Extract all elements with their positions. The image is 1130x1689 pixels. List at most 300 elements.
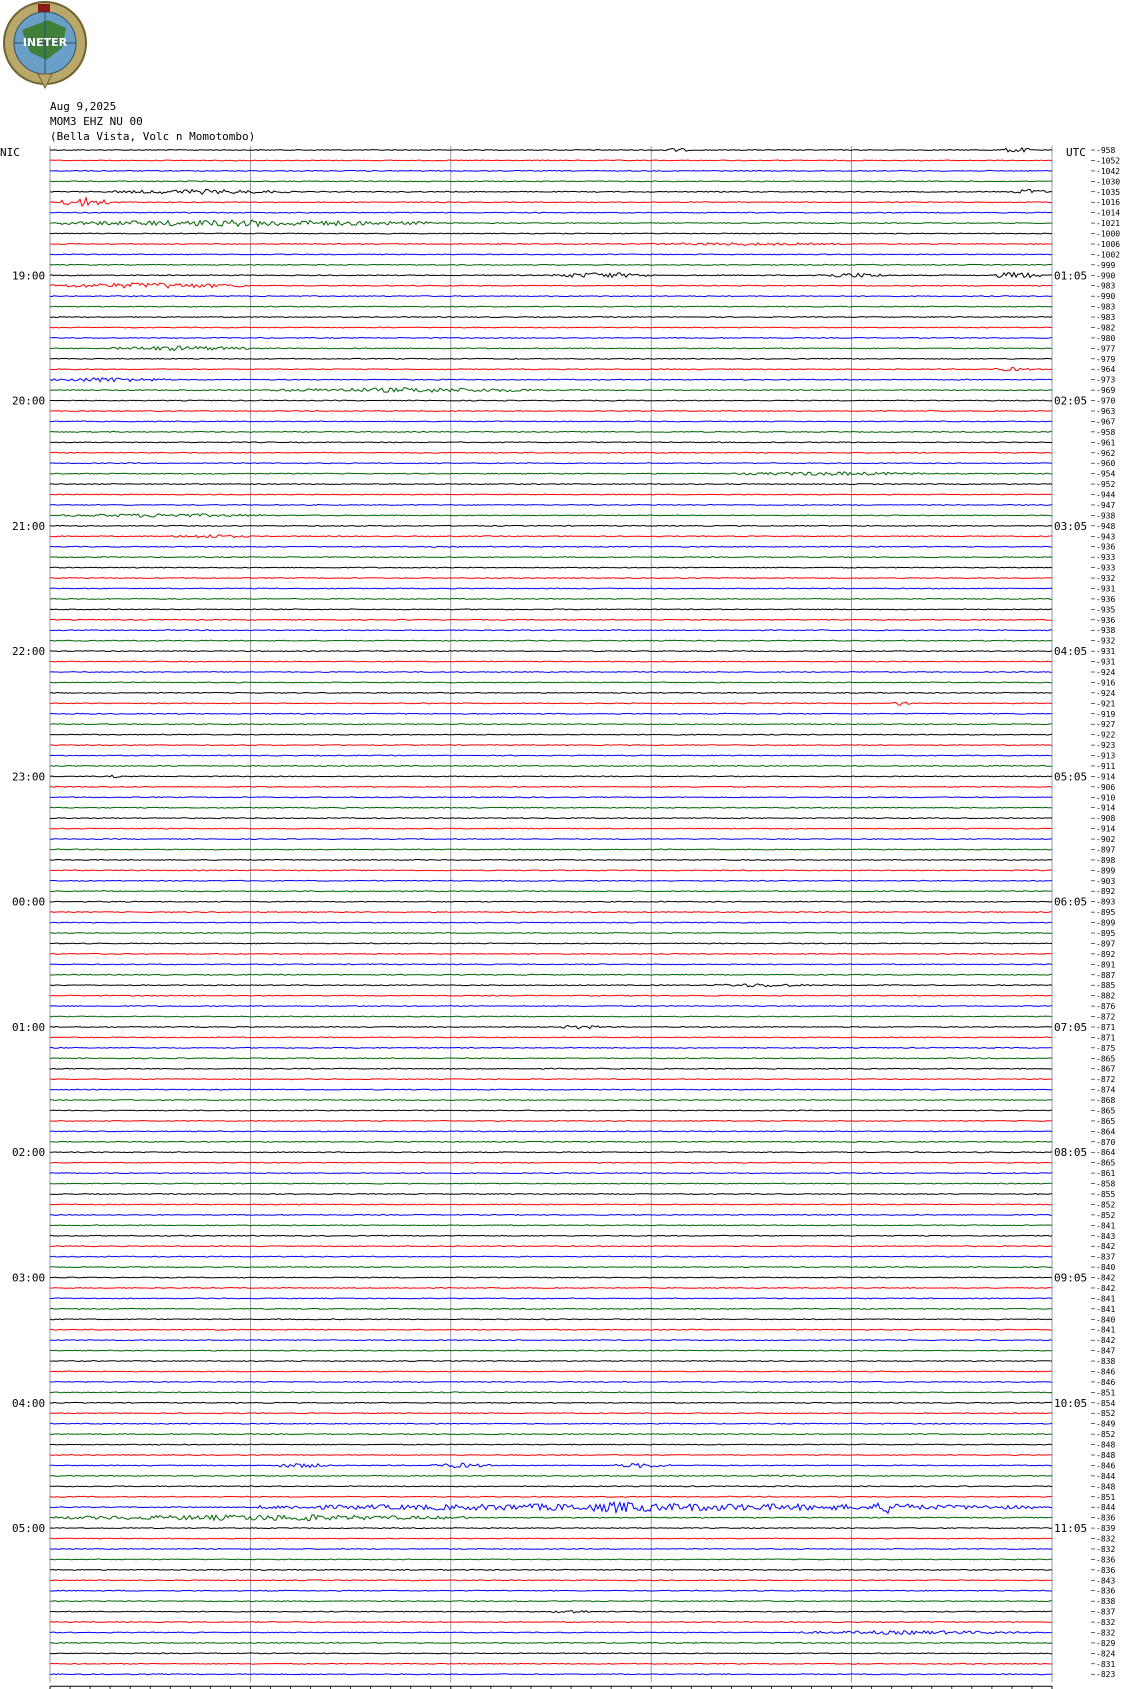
trace-offset-label: -914 (1096, 803, 1116, 813)
trace-offset-label: -848 (1096, 1440, 1116, 1450)
trace-offset-label: -892 (1096, 887, 1116, 897)
trace-offset-label: -895 (1096, 929, 1116, 938)
trace-offset-label: -839 (1096, 1524, 1116, 1534)
trace-offset-label: -841 (1096, 1304, 1116, 1314)
seismic-trace (50, 181, 1052, 182)
seismic-trace (50, 912, 1052, 913)
left-timezone-label: NIC (0, 146, 20, 159)
seismic-trace (50, 734, 1052, 735)
trace-offset-label: -865 (1096, 1106, 1116, 1116)
utc-hour-label: 02:05 (1054, 394, 1088, 408)
trace-offset-label: -936 (1096, 542, 1116, 552)
seismic-trace (50, 535, 1052, 538)
seismic-trace (50, 870, 1052, 871)
trace-offset-label: -964 (1096, 365, 1116, 375)
seismic-trace (50, 411, 1052, 412)
trace-offset-label: -935 (1096, 605, 1116, 615)
trace-offset-label: -865 (1096, 1054, 1116, 1064)
utc-hour-label: 05:05 (1054, 770, 1088, 784)
seismic-trace (50, 1643, 1052, 1644)
seismic-trace (50, 546, 1052, 547)
trace-offset-label: -906 (1096, 782, 1116, 792)
seismic-trace (50, 296, 1052, 297)
seismic-trace (50, 567, 1052, 568)
logo-text: INETER (22, 36, 68, 49)
seismic-trace (50, 1413, 1052, 1414)
seismic-trace (50, 1194, 1052, 1195)
trace-offset-label: -962 (1096, 448, 1116, 458)
trace-offset-label: -931 (1096, 647, 1116, 657)
seismic-trace (50, 818, 1052, 819)
trace-offset-label: -848 (1096, 1482, 1116, 1492)
trace-offset-label: -908 (1096, 814, 1116, 824)
seismic-trace (50, 525, 1052, 526)
trace-offset-label: -874 (1096, 1085, 1116, 1095)
seismic-trace (50, 1549, 1052, 1550)
seismic-trace (50, 1402, 1052, 1403)
trace-offset-label: -1030 (1096, 177, 1121, 187)
seismic-trace (50, 264, 1052, 265)
trace-offset-label: -944 (1096, 490, 1116, 500)
seismic-trace (50, 880, 1052, 881)
seismic-trace (50, 1152, 1052, 1153)
seismic-trace (50, 1319, 1052, 1320)
trace-offset-label: -919 (1096, 709, 1116, 719)
trace-offset-label: -846 (1096, 1377, 1116, 1387)
trace-offset-label: -865 (1096, 1158, 1116, 1168)
trace-offset-label: -861 (1096, 1169, 1116, 1179)
trace-offset-label: -841 (1096, 1325, 1116, 1335)
trace-offset-label: -932 (1096, 574, 1116, 584)
trace-offset-label: -916 (1096, 678, 1116, 688)
trace-offset-label: -882 (1096, 991, 1116, 1001)
trace-offset-label: -902 (1096, 835, 1116, 845)
seismic-trace (50, 421, 1052, 422)
trace-offset-label: -843 (1096, 1231, 1116, 1241)
station-label: MOM3 EHZ NU 00 (50, 115, 143, 128)
seismic-trace (50, 745, 1052, 746)
seismic-trace (50, 1089, 1052, 1090)
seismic-trace (50, 283, 1052, 288)
utc-hour-label: 07:05 (1054, 1020, 1088, 1034)
trace-offset-label: -832 (1096, 1544, 1116, 1554)
seismic-trace (50, 682, 1052, 683)
seismic-trace (50, 1214, 1052, 1215)
seismic-trace (50, 1047, 1052, 1048)
seismic-trace (50, 160, 1052, 161)
seismic-trace (50, 505, 1052, 506)
seismic-trace (50, 640, 1052, 641)
seismic-trace (50, 472, 1052, 476)
trace-offset-label: -893 (1096, 897, 1116, 907)
utc-hour-label: 11:05 (1054, 1522, 1088, 1536)
location-label: (Bella Vista, Volc n Momotombo) (50, 130, 256, 143)
trace-offset-label: -851 (1096, 1492, 1116, 1502)
seismic-trace (50, 1204, 1052, 1205)
seismic-trace (50, 1350, 1052, 1351)
trace-offset-label: -872 (1096, 1075, 1116, 1085)
trace-offset-label: -823 (1096, 1670, 1116, 1680)
seismic-trace (50, 724, 1052, 725)
seismic-trace (50, 1486, 1052, 1487)
utc-hour-label: 08:05 (1054, 1146, 1088, 1160)
trace-offset-label: -847 (1096, 1346, 1116, 1356)
trace-offset-label: -923 (1096, 741, 1116, 751)
trace-offset-label: -846 (1096, 1367, 1116, 1377)
trace-offset-label: -983 (1096, 302, 1116, 312)
seismic-trace (50, 1382, 1052, 1383)
trace-offset-label: -970 (1096, 396, 1116, 406)
trace-offset-label: -871 (1096, 1022, 1116, 1032)
trace-offset-label: -842 (1096, 1273, 1116, 1283)
seismic-trace (50, 233, 1052, 234)
seismic-trace (50, 1068, 1052, 1069)
seismic-trace (50, 609, 1052, 610)
seismic-trace (50, 338, 1052, 339)
seismic-trace (50, 212, 1052, 213)
trace-offset-label: -933 (1096, 553, 1116, 563)
seismic-trace (50, 1423, 1052, 1424)
seismic-trace (50, 254, 1052, 255)
seismic-trace (50, 1079, 1052, 1080)
trace-offset-label: -829 (1096, 1638, 1116, 1648)
seismic-trace (50, 442, 1052, 443)
seismic-trace (50, 1121, 1052, 1122)
seismic-trace (50, 358, 1052, 359)
utc-hour-label: 03:05 (1054, 519, 1088, 533)
trace-offset-label: -999 (1096, 260, 1116, 270)
seismic-trace (50, 1502, 1052, 1513)
trace-offset-label: -852 (1096, 1430, 1116, 1440)
trace-offset-label: -958 (1096, 427, 1116, 437)
seismic-trace (50, 1559, 1052, 1560)
trace-offset-label: -841 (1096, 1221, 1116, 1231)
trace-offset-label: -954 (1096, 469, 1116, 479)
trace-offset-label: -938 (1096, 626, 1116, 636)
seismic-trace (50, 1538, 1052, 1539)
trace-offset-label: -936 (1096, 615, 1116, 625)
trace-offset-label: -969 (1096, 386, 1116, 396)
seismic-trace (50, 651, 1052, 652)
trace-offset-label: -854 (1096, 1398, 1116, 1408)
seismic-trace (50, 1361, 1052, 1362)
trace-offset-label: -982 (1096, 323, 1116, 333)
seismic-trace (50, 1288, 1052, 1289)
trace-offset-label: -943 (1096, 532, 1116, 542)
trace-offset-label: -842 (1096, 1336, 1116, 1346)
nic-hour-label: 21:00 (12, 519, 46, 533)
trace-offset-label: -973 (1096, 375, 1116, 385)
seismic-trace (50, 452, 1052, 453)
trace-offset-label: -960 (1096, 459, 1116, 469)
trace-offset-label: -841 (1096, 1294, 1116, 1304)
trace-offset-label: -831 (1096, 1659, 1116, 1669)
seismic-trace (50, 463, 1052, 464)
seismic-trace (50, 494, 1052, 495)
seismic-trace (50, 1340, 1052, 1341)
seismic-trace (50, 1141, 1052, 1142)
seismic-trace (50, 388, 1052, 392)
seismic-trace (50, 220, 1052, 226)
seismic-trace (50, 933, 1052, 934)
trace-offset-label: -864 (1096, 1148, 1116, 1158)
trace-offset-label: -844 (1096, 1503, 1116, 1513)
seismic-trace (50, 578, 1052, 579)
seismic-trace (50, 755, 1052, 756)
seismic-trace (50, 1006, 1052, 1007)
trace-offset-label: -967 (1096, 417, 1116, 427)
seismic-trace (50, 901, 1052, 902)
seismic-trace (50, 713, 1052, 714)
trace-offset-label: -875 (1096, 1043, 1116, 1053)
trace-offset-label: -1042 (1096, 166, 1121, 176)
utc-hour-label: 06:05 (1054, 895, 1088, 909)
seismic-trace (50, 514, 1052, 517)
trace-offset-label: -892 (1096, 949, 1116, 959)
trace-offset-label: -898 (1096, 855, 1116, 865)
trace-offset-label: -990 (1096, 271, 1116, 281)
seismic-trace (50, 1173, 1052, 1174)
trace-offset-label: -872 (1096, 1012, 1116, 1022)
seismic-trace (50, 1277, 1052, 1278)
trace-offset-label: -910 (1096, 793, 1116, 803)
trace-offset-label: -958 (1096, 146, 1116, 155)
trace-offset-label: -836 (1096, 1565, 1116, 1575)
seismic-trace (50, 1601, 1052, 1602)
trace-offset-label: -832 (1096, 1534, 1116, 1544)
seismic-trace (50, 1100, 1052, 1101)
seismic-trace (50, 557, 1052, 558)
seismic-trace (50, 189, 1052, 194)
seismic-trace (50, 630, 1052, 631)
seismic-trace (50, 148, 1052, 152)
utc-hour-label: 01:05 (1054, 269, 1088, 283)
seismic-trace (50, 1622, 1052, 1623)
utc-hour-label: 04:05 (1054, 645, 1088, 659)
seismic-trace (50, 1455, 1052, 1456)
trace-offset-label: -840 (1096, 1315, 1116, 1325)
trace-offset-label: -927 (1096, 720, 1116, 730)
seismic-trace (50, 1235, 1052, 1236)
trace-offset-label: -868 (1096, 1096, 1116, 1106)
trace-offset-label: -924 (1096, 668, 1116, 677)
seismic-trace (50, 400, 1052, 401)
trace-offset-label: -885 (1096, 981, 1116, 991)
trace-offset-label: -897 (1096, 845, 1116, 855)
seismic-trace (50, 367, 1052, 370)
trace-offset-label: -852 (1096, 1210, 1116, 1220)
trace-offset-label: -911 (1096, 761, 1116, 771)
seismic-trace (50, 1329, 1052, 1330)
trace-offset-label: -870 (1096, 1137, 1116, 1147)
seismic-trace (50, 1434, 1052, 1435)
trace-offset-label: -867 (1096, 1064, 1116, 1074)
trace-offset-label: -938 (1096, 511, 1116, 521)
nic-hour-label: 05:00 (12, 1522, 46, 1536)
trace-offset-label: -840 (1096, 1263, 1116, 1273)
seismic-trace (50, 786, 1052, 787)
seismic-trace (50, 1131, 1052, 1132)
utc-hour-label: 09:05 (1054, 1271, 1088, 1285)
seismic-trace (50, 1025, 1052, 1029)
seismic-trace (50, 1444, 1052, 1445)
seismic-trace (50, 170, 1052, 171)
seismic-trace (50, 1496, 1052, 1497)
seismic-trace (50, 984, 1052, 987)
seismic-trace (50, 243, 1052, 246)
trace-offset-label: -865 (1096, 1116, 1116, 1126)
seismic-trace (50, 860, 1052, 861)
nic-hour-label: 19:00 (12, 269, 46, 283)
seismic-trace (50, 484, 1052, 485)
seismic-trace (50, 1590, 1052, 1591)
trace-offset-label: -851 (1096, 1388, 1116, 1398)
trace-offset-label: -1006 (1096, 239, 1121, 249)
trace-offset-label: -848 (1096, 1451, 1116, 1460)
seismic-trace (50, 922, 1052, 923)
seismic-trace (50, 1515, 1052, 1521)
seismic-trace (50, 964, 1052, 965)
seismic-trace (50, 797, 1052, 798)
seismic-trace (50, 692, 1052, 693)
nic-hour-label: 02:00 (12, 1146, 46, 1160)
seismic-trace (50, 1392, 1052, 1393)
trace-offset-label: -914 (1096, 824, 1116, 834)
trace-offset-label: -832 (1096, 1618, 1116, 1628)
seismic-trace (50, 327, 1052, 328)
seismic-trace (50, 1110, 1052, 1111)
seismic-trace (50, 891, 1052, 892)
trace-offset-label: -1014 (1096, 208, 1121, 218)
trace-offset-label: -903 (1096, 876, 1116, 886)
seismic-trace (50, 1663, 1052, 1664)
seismic-trace (50, 317, 1052, 318)
seismic-trace (50, 346, 1052, 351)
trace-offset-label: -891 (1096, 960, 1116, 970)
seismic-trace (50, 995, 1052, 996)
trace-offset-label: -899 (1096, 866, 1116, 876)
trace-offset-label: -936 (1096, 594, 1116, 604)
trace-offset-label: -843 (1096, 1576, 1116, 1586)
trace-offset-label: -838 (1096, 1357, 1116, 1367)
seismic-trace (50, 599, 1052, 600)
seismic-trace (50, 1298, 1052, 1299)
trace-offset-label: -899 (1096, 918, 1116, 928)
seismic-trace (50, 1653, 1052, 1654)
seismic-trace (50, 766, 1052, 767)
trace-offset-label: -895 (1096, 908, 1116, 918)
trace-offset-label: -931 (1096, 657, 1116, 667)
seismic-trace (50, 1267, 1052, 1268)
trace-offset-label: -1021 (1096, 219, 1121, 229)
trace-offset-label: -1016 (1096, 198, 1121, 208)
seismic-trace (50, 1611, 1052, 1614)
trace-offset-label: -837 (1096, 1607, 1116, 1617)
seismic-trace (50, 1225, 1052, 1226)
trace-offset-label: -961 (1096, 438, 1116, 448)
nic-hour-label: 23:00 (12, 770, 46, 784)
trace-offset-label: -842 (1096, 1283, 1116, 1293)
seismic-trace (50, 849, 1052, 850)
trace-offset-label: -980 (1096, 333, 1116, 343)
date-label: Aug 9,2025 (50, 100, 117, 113)
trace-offset-label: -921 (1096, 699, 1116, 709)
nic-hour-label: 01:00 (12, 1020, 46, 1034)
seismic-trace (50, 1475, 1052, 1477)
seismic-trace (50, 702, 1052, 705)
seismic-trace (50, 807, 1052, 808)
seismic-trace (50, 1256, 1052, 1257)
seismic-trace (50, 953, 1052, 954)
utc-hour-label: 10:05 (1054, 1396, 1088, 1410)
seismic-trace (50, 828, 1052, 829)
trace-offset-label: -846 (1096, 1461, 1116, 1471)
trace-offset-label: -871 (1096, 1033, 1116, 1043)
trace-offset-label: -824 (1096, 1649, 1116, 1659)
trace-offset-label: -948 (1096, 521, 1116, 531)
seismic-trace (50, 1308, 1052, 1309)
trace-offset-label: -990 (1096, 292, 1116, 302)
seismic-trace (50, 1528, 1052, 1529)
trace-offset-label: -979 (1096, 354, 1116, 364)
seismic-trace (50, 273, 1052, 278)
seismic-trace (50, 619, 1052, 620)
trace-offset-label: -914 (1096, 772, 1116, 782)
seismic-trace (50, 974, 1052, 975)
nic-hour-label: 20:00 (12, 394, 46, 408)
trace-offset-label: -1000 (1096, 229, 1121, 239)
seismic-trace (50, 1162, 1052, 1163)
seismic-trace (50, 1631, 1052, 1635)
trace-offset-label: -837 (1096, 1252, 1116, 1262)
trace-offset-label: -922 (1096, 730, 1116, 740)
seismic-trace (50, 306, 1052, 307)
nic-hour-label: 00:00 (12, 895, 46, 909)
trace-offset-label: -852 (1096, 1200, 1116, 1210)
trace-offset-label: -842 (1096, 1242, 1116, 1252)
seismic-trace (50, 661, 1052, 662)
seismic-trace (50, 1058, 1052, 1059)
trace-offset-label: -836 (1096, 1555, 1116, 1565)
seismic-trace (50, 1183, 1052, 1184)
seismic-trace (50, 1371, 1052, 1372)
trace-offset-label: -983 (1096, 281, 1116, 291)
seismic-trace (50, 1037, 1052, 1038)
trace-offset-label: -963 (1096, 407, 1116, 416)
trace-offset-label: -849 (1096, 1419, 1116, 1429)
seismic-trace (50, 672, 1052, 673)
seismic-trace (50, 431, 1052, 432)
nic-hour-label: 04:00 (12, 1396, 46, 1410)
seismic-trace (50, 588, 1052, 589)
trace-offset-label: -897 (1096, 939, 1116, 949)
trace-offset-label: -977 (1096, 344, 1116, 354)
trace-offset-label: -858 (1096, 1179, 1116, 1189)
trace-offset-label: -933 (1096, 563, 1116, 573)
trace-offset-label: -924 (1096, 688, 1116, 698)
trace-offset-label: -855 (1096, 1190, 1116, 1199)
seismic-trace (50, 198, 1052, 207)
trace-offset-label: -852 (1096, 1409, 1116, 1419)
seismic-trace (50, 839, 1052, 840)
nic-hour-label: 03:00 (12, 1271, 46, 1285)
trace-offset-label: -931 (1096, 584, 1116, 594)
trace-offset-label: -1052 (1096, 156, 1121, 166)
trace-offset-label: -864 (1096, 1127, 1116, 1137)
trace-offset-label: -952 (1096, 480, 1116, 490)
trace-offset-label: -1035 (1096, 187, 1121, 197)
seismic-trace (50, 1016, 1052, 1017)
